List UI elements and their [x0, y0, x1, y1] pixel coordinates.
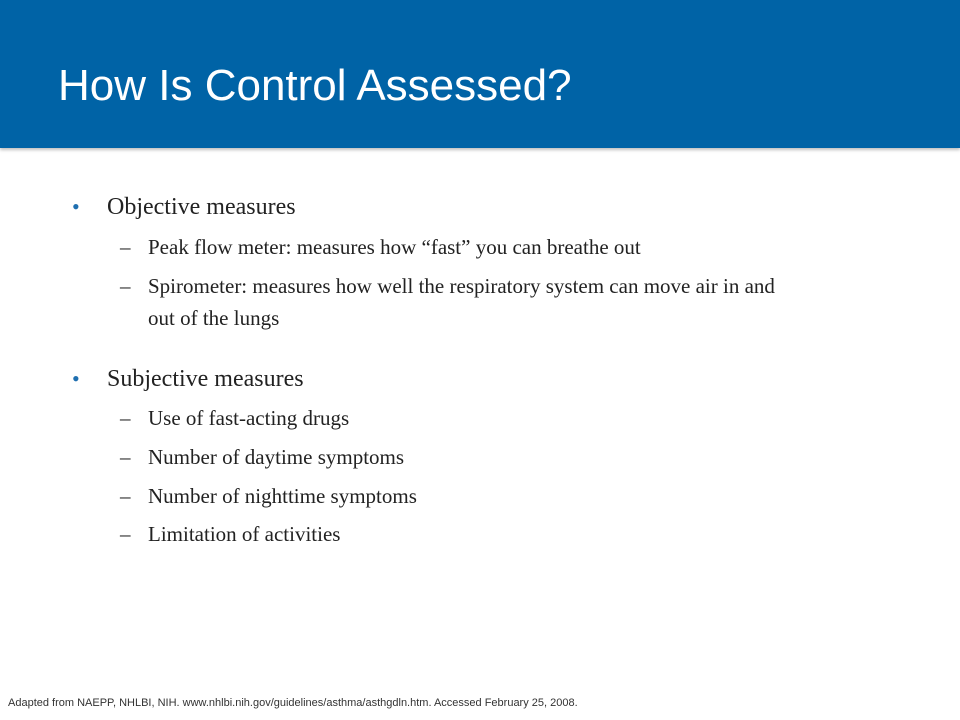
dash-icon: – — [120, 445, 131, 469]
dash-icon: – — [120, 406, 131, 430]
bullet-dot-icon: • — [72, 194, 80, 219]
sub-item-text: Spirometer: measures how well the respiratory system can move air in and out of the lungs — [148, 274, 775, 330]
sub-item-text: Number of nighttime symptoms — [148, 484, 417, 508]
bullet-subjective-text: Subjective measures — [107, 366, 304, 392]
dash-icon: – — [120, 235, 131, 259]
bullet-objective-text: Objective measures — [107, 194, 296, 220]
sub-item-text: Peak flow meter: measures how “fast” you can breathe out — [148, 235, 641, 259]
dash-icon: – — [120, 274, 131, 298]
bullet-dot-icon: • — [72, 366, 80, 391]
sub-item-text: Limitation of activities — [148, 522, 341, 546]
sub-item-text: Number of daytime symptoms — [148, 445, 405, 469]
dash-icon: – — [120, 522, 131, 546]
source-citation: Adapted from NAEPP, NHLBI, NIH. www.nhlbi.nih.gov/guidelines/asthma/asthgdln.htm. Accessed February 25, 2008. — [8, 697, 578, 709]
slide-title: How Is Control Assessed? — [58, 61, 572, 110]
dash-icon: – — [120, 484, 131, 508]
sub-item-text: Use of fast-acting drugs — [148, 406, 350, 430]
